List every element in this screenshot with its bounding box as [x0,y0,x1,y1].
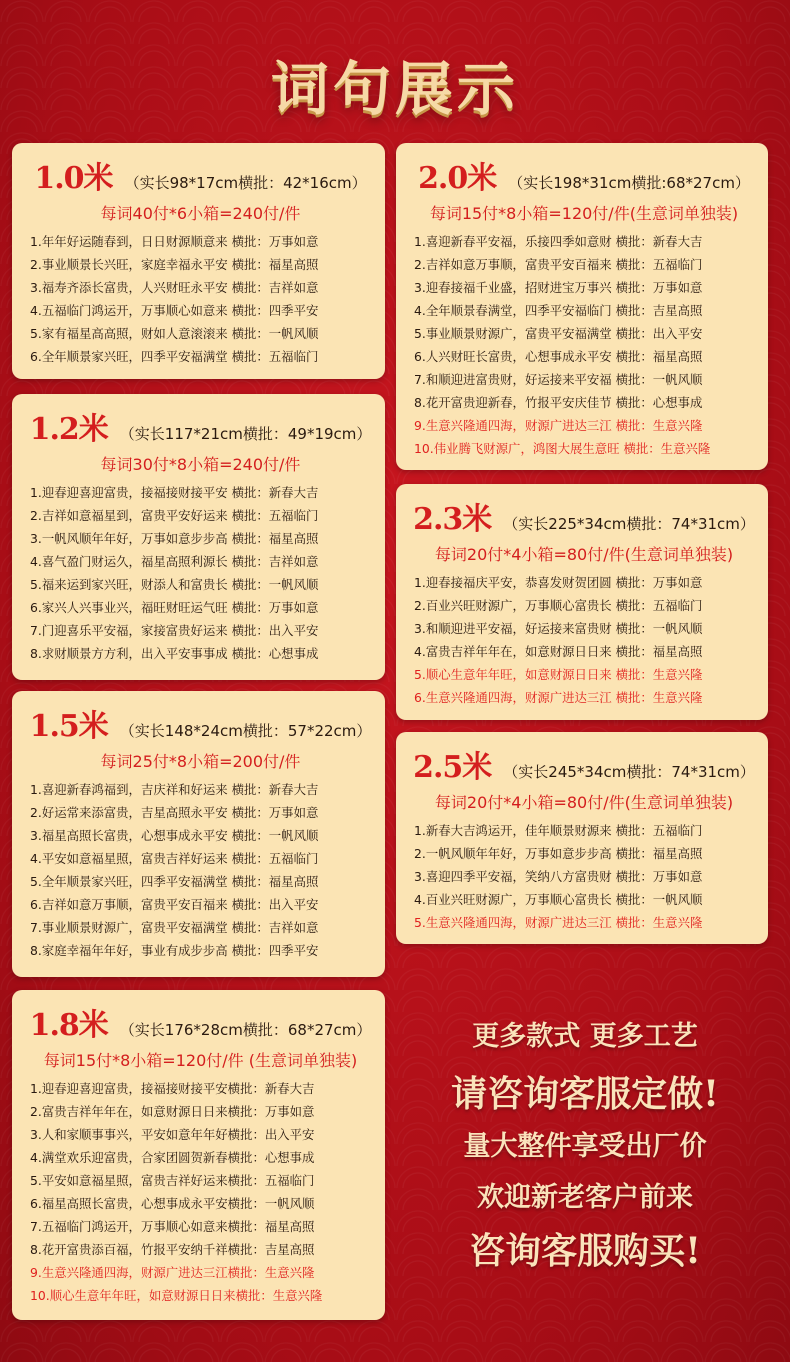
couplet-list [414,571,754,709]
card-header [30,701,371,745]
couplet-item: 9.生意兴隆通四海，财源广进达三江横批：生意兴隆 [30,1265,315,1280]
size-card-2-5m [396,732,768,944]
card-header [414,742,754,786]
packing-info: 每词30付*8小箱=240付/件 [100,455,301,474]
dimension-label: （实长148*24cm横批：57*22cm） [119,722,372,740]
size-card-1-0m [12,143,385,379]
couplet-item: 2.吉祥如意万事顺，富贵平安百福来 横批：五福临门 [414,257,703,272]
card-header [30,1000,371,1044]
couplet-item: 7.事业顺景财源广，富贵平安福满堂 横批：吉祥如意 [30,920,319,935]
couplet-item: 8.花开富贵添百福，竹报平安纳千祥横批：吉星高照 [30,1242,315,1257]
card-header [414,494,754,538]
couplet-item: 3.人和家顺事事兴，平安如意年年好横批：出入平安 [30,1127,315,1142]
couplet-item: 6.福星高照长富贵，心想事成永平安横批：一帆风顺 [30,1196,315,1211]
size-label: 1.2米 [29,412,108,447]
couplet-item: 2.好运常来添富贵，吉星高照永平安 横批：万事如意 [30,805,319,820]
couplet-item: 4.满堂欢乐迎富贵，合家团圆贺新春横批：心想事成 [30,1150,315,1165]
couplet-item: 4.富贵吉祥年年在，如意财源日日来 横批：福星高照 [414,644,703,659]
couplet-list [30,1077,371,1307]
dimension-label: （实长117*21cm横批：49*19cm） [119,425,372,443]
couplet-item: 7.和顺迎进富贵财，好运接来平安福 横批：一帆风顺 [414,372,703,387]
couplet-item: 1.迎春迎喜迎富贵，接福接财接平安横批：新春大吉 [30,1081,315,1096]
packing-info: 每词25付*8小箱=200付/件 [100,752,301,771]
couplet-item: 2.事业顺景长兴旺，家庭幸福永平安 横批：福星高照 [30,257,319,272]
promo-more-styles: 更多款式 更多工艺 [472,1021,698,1052]
couplet-item: 3.喜迎四季平安福，笑纳八方富贵财 横批：万事如意 [414,869,703,884]
couplet-item: 5.事业顺景财源广，富贵平安福满堂 横批：出入平安 [414,326,703,341]
couplet-item: 4.喜气盈门财运久，福星高照利源长 横批：吉祥如意 [30,554,319,569]
size-label: 1.5米 [29,709,108,744]
couplet-list [30,778,371,962]
dimension-label: （实长176*28cm横批：68*27cm） [119,1021,372,1039]
packing-info: 每词15付*8小箱=120付/件 (生意词单独装) [43,1051,358,1070]
size-card-1-8m [12,990,385,1320]
couplet-item: 6.人兴财旺长富贵，心想事成永平安 横批：福星高照 [414,349,703,364]
dimension-label: （实长245*34cm横批：74*31cm） [503,763,755,781]
packing-info: 每词15付*8小箱=120付/件(生意词单独装) [429,204,739,223]
couplet-item: 3.和顺迎进平安福，好运接来富贵财 横批：一帆风顺 [414,621,703,636]
size-label: 2.0米 [418,161,497,196]
promo-custom-order: 请咨询客服定做! [451,1073,719,1115]
card-header [30,404,371,448]
couplet-item: 4.全年顺景春满堂，四季平安福临门 横批：吉星高照 [414,303,703,318]
size-card-2-3m [396,484,768,720]
couplet-item: 5.顺心生意年年旺，如意财源日日来 横批：生意兴隆 [414,667,703,682]
couplet-list [414,819,754,934]
dimension-label: （实长98*17cm横批：42*16cm） [124,174,367,192]
couplet-item: 4.五福临门鸿运开，万事顺心如意来 横批：四季平安 [30,303,319,318]
couplet-item: 9.生意兴隆通四海，财源广进达三江 横批：生意兴隆 [414,418,703,433]
size-label: 1.8米 [29,1008,108,1043]
couplet-item: 8.家庭幸福年年好，事业有成步步高 横批：四季平安 [30,943,319,958]
couplet-item: 2.一帆风顺年年好，万事如意步步高 横批：福星高照 [414,846,703,861]
couplet-item: 5.福来运到家兴旺，财添人和富贵长 横批：一帆风顺 [30,577,319,592]
couplet-item: 6.全年顺景家兴旺，四季平安福满堂 横批：五福临门 [30,349,319,364]
couplet-item: 8.花开富贵迎新春，竹报平安庆佳节 横批：心想事成 [414,395,703,410]
couplet-item: 3.迎春接福千业盛，招财进宝万事兴 横批：万事如意 [414,280,703,295]
size-label: 1.0米 [34,161,113,196]
size-card-1-2m [12,394,385,680]
size-label: 2.3米 [413,502,492,537]
couplet-item: 2.百业兴旺财源广，万事顺心富贵长 横批：五福临门 [414,598,703,613]
couplet-item: 3.福星高照长富贵，心想事成永平安 横批：一帆风顺 [30,828,319,843]
couplet-item: 1.新春大吉鸿运开，佳年顺景财源来 横批：五福临门 [414,823,703,838]
packing-info: 每词20付*4小箱=80付/件(生意词单独装) [434,793,734,812]
promo-factory-price: 量大整件享受出厂价 [463,1131,707,1162]
couplet-item: 10.伟业腾飞财源广，鸿图大展生意旺 横批：生意兴隆 [414,441,711,456]
couplet-list [30,230,371,368]
size-card-2-0m [396,143,768,470]
couplet-item: 1.喜迎新春平安福，乐接四季如意财 横批：新春大吉 [414,234,703,249]
couplet-item: 3.一帆风顺年年好，万事如意步步高 横批：福星高照 [30,531,319,546]
couplet-item: 5.家有福星高高照，财如人意滚滚来 横批：一帆风顺 [30,326,319,341]
couplet-item: 6.家兴人兴事业兴，福旺财旺运气旺 横批：万事如意 [30,600,319,615]
dimension-label: （实长198*31cm横批:68*27cm） [508,174,750,192]
couplet-item: 7.门迎喜乐平安福，家接富贵好运来 横批：出入平安 [30,623,319,638]
size-card-1-5m [12,691,385,977]
couplet-item: 4.百业兴旺财源广，万事顺心富贵长 横批：一帆风顺 [414,892,703,907]
couplet-item: 8.求财顺景方方利，出入平安事事成 横批：心想事成 [30,646,319,661]
couplet-item: 7.五福临门鸿运开，万事顺心如意来横批：福星高照 [30,1219,315,1234]
couplet-item: 5.生意兴隆通四海，财源广进达三江 横批：生意兴隆 [414,915,703,930]
promo-buy: 咨询客服购买! [469,1230,701,1272]
page-title: 词句展示 [270,55,519,123]
couplet-list [30,481,371,665]
couplet-item: 6.生意兴隆通四海，财源广进达三江 横批：生意兴隆 [414,690,703,705]
dimension-label: （实长225*34cm横批：74*31cm） [503,515,755,533]
card-header [30,153,371,197]
couplet-item: 1.迎春迎喜迎富贵，接福接财接平安 横批：新春大吉 [30,485,319,500]
couplet-item: 1.年年好运随春到，日日财源顺意来 横批：万事如意 [30,234,319,249]
packing-info: 每词20付*4小箱=80付/件(生意词单独装) [434,545,734,564]
couplet-item: 5.全年顺景家兴旺，四季平安福满堂 横批：福星高照 [30,874,319,889]
size-label: 2.5米 [413,750,492,785]
card-header [414,153,754,197]
promo-welcome: 欢迎新老客户前来 [477,1182,693,1213]
couplet-item: 2.富贵吉祥年年在，如意财源日日来横批：万事如意 [30,1104,315,1119]
couplet-item: 2.吉祥如意福星到，富贵平安好运来 横批：五福临门 [30,508,319,523]
couplet-item: 10.顺心生意年年旺，如意财源日日来横批：生意兴隆 [30,1288,323,1303]
couplet-item: 5.平安如意福星照，富贵吉祥好运来横批：五福临门 [30,1173,315,1188]
couplet-item: 1.喜迎新春鸿福到，吉庆祥和好运来 横批：新春大吉 [30,782,319,797]
couplet-item: 3.福寿齐添长富贵，人兴财旺永平安 横批：吉祥如意 [30,280,319,295]
couplet-item: 6.吉祥如意万事顺，富贵平安百福来 横批：出入平安 [30,897,319,912]
couplet-item: 1.迎春接福庆平安，恭喜发财贺团圆 横批：万事如意 [414,575,703,590]
couplet-item: 4.平安如意福星照，富贵吉祥好运来 横批：五福临门 [30,851,319,866]
packing-info: 每词40付*6小箱=240付/件 [100,204,301,223]
couplet-list [414,230,754,460]
